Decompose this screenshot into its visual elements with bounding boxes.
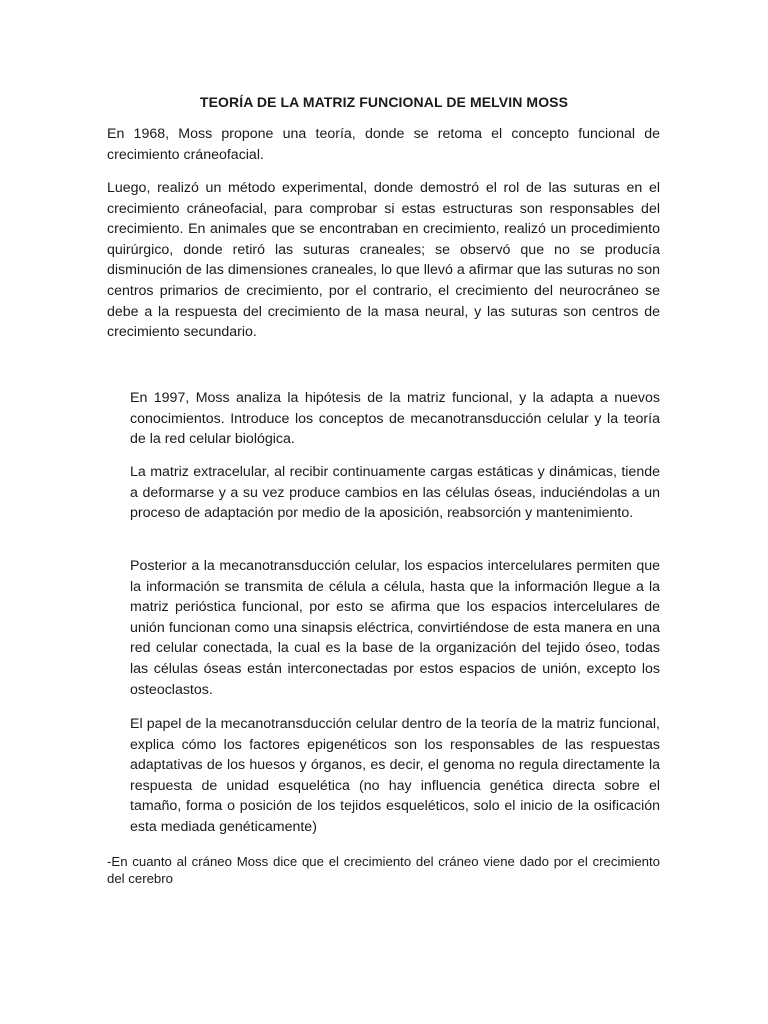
paragraph-sutures-experiment: Luego, realizó un método experimental, donde demostró el rol de las suturas en el crecimiento cráneofacial, para comprobar si estas estructuras son responsables del crecimiento. En animales que se encontraban en crecimiento, realizó un procedimiento quirúrgico, donde retiró las suturas craneales; se observó que no se producía disminución de las dimensiones craneales, lo que llevó a afirmar que las suturas no son centros primarios de crecimiento, por el contrario, el crecimiento del neurocráneo se debe a la respuesta del crecimiento de la masa neural, y las suturas son centros de crecimiento secundario.: [107, 180, 660, 341]
document-title: TEORÍA DE LA MATRIZ FUNCIONAL DE MELVIN MOSS: [199, 94, 569, 110]
paragraph-extracellular-matrix: La matriz extracelular, al recibir continuamente cargas estáticas y dinámicas, tiende a deformarse y a su vez produce cambios en las células óseas, induciéndolas a un proceso de adaptación por medio de la aposición, reabsorción y mantenimiento.: [130, 464, 660, 522]
paragraph-cranium-growth: -En cuanto al cráneo Moss dice que el crecimiento del cráneo viene dado por el crecimiento del cerebro: [107, 854, 660, 886]
paragraph-epigenetic-factors: El papel de la mecanotransducción celular dentro de la teoría de la matriz funcional, explica cómo los factores epigenéticos son los responsables de las respuestas adaptativas de los huesos y órganos, es decir, el genoma no regula directamente la respuesta de unidad esquelética (no hay influencia genética directa sobre el tamaño, forma o posición de los tejidos esqueléticos, solo el inicio de la osificación esta mediada genéticamente): [130, 716, 660, 835]
paragraph-1997-hypothesis: En 1997, Moss analiza la hipótesis de la matriz funcional, y la adapta a nuevos conocimientos. Introduce los conceptos de mecanotransducción celular y la teoría de la red celular biológica.: [130, 390, 660, 448]
paragraph-1968-theory: En 1968, Moss propone una teoría, donde se retoma el concepto funcional de crecimiento cráneofacial.: [107, 126, 660, 163]
paragraph-intercellular-spaces: Posterior a la mecanotransducción celular, los espacios intercelulares permiten que la información se transmita de célula a célula, hasta que la información llegue a la matriz perióstica funcional, por esto se afirma que los espacios intercelulares de unión funcionan como una sinapsis eléctrica, convirtiéndose de esta manera en una red celular conectada, la cual es la base de la organización del tejido óseo, todas las células óseas están interconectadas por estos espacios de unión, excepto los osteoclastos.: [130, 558, 660, 698]
